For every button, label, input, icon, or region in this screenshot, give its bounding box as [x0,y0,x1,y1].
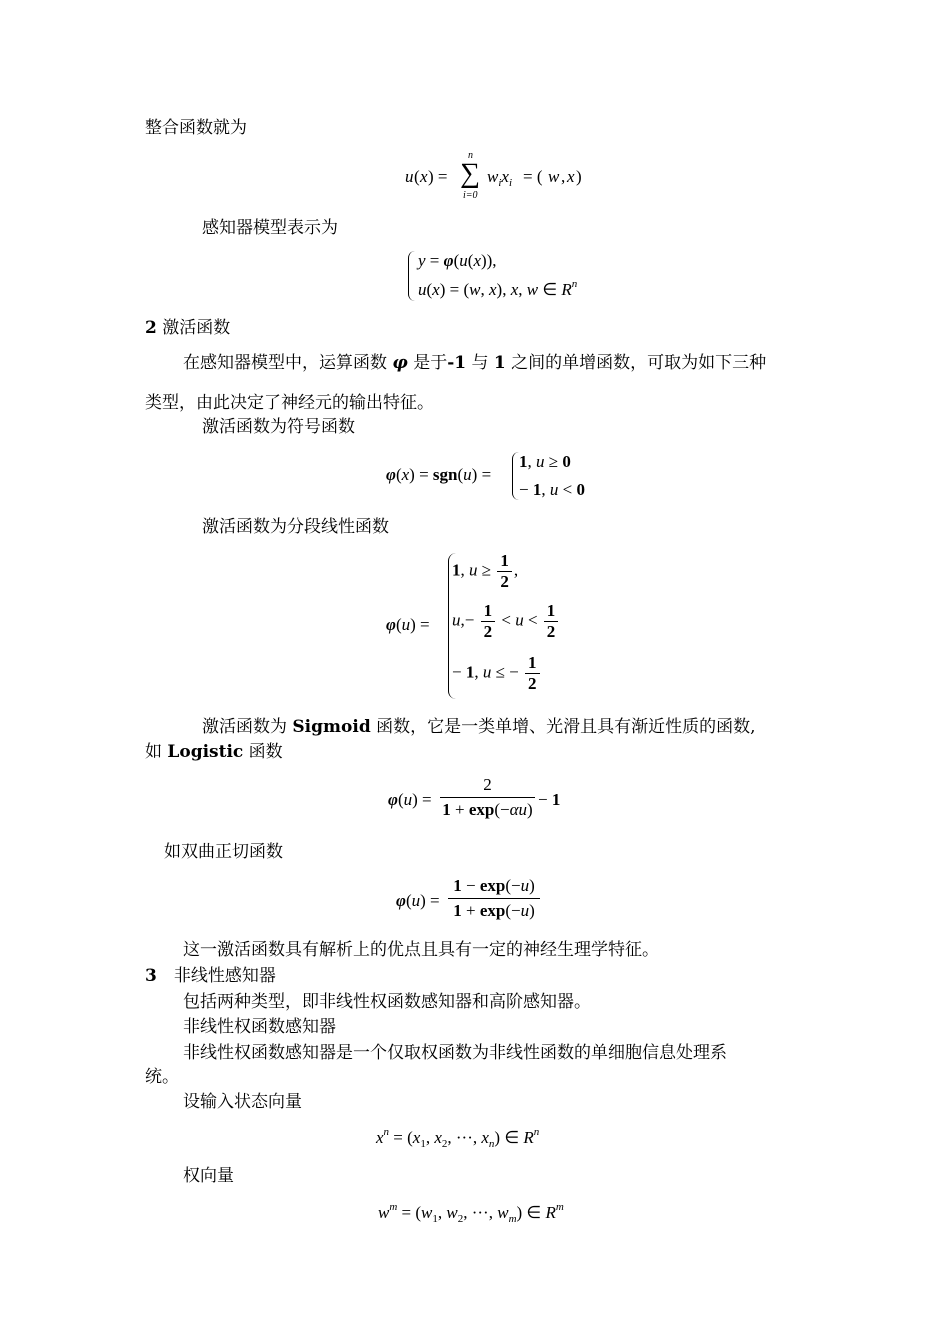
text-line: 设输入状态向量 [183,1092,302,1112]
formula-input-vector: $x^n = (x_1$, $x_2$, ···, $x_n$) ∈ $R^n$ [376,1126,540,1150]
formula-logistic: φ(u) = 2 1 + exp(−αu) − 1 [388,775,561,819]
formula-perceptron-model: y = φ(u(x)), u(x) = (w, x), x, w ∈ $R^n$ [408,248,608,308]
text-line: 包括两种类型，即非线性权函数感知器和高阶感知器。 [183,992,591,1012]
paragraph-line: 统。 [145,1067,179,1087]
text-line: 激活函数为符号函数 [202,417,355,437]
section-heading: 2 激活函数 [145,318,231,338]
text-line: 这一激活函数具有解析上的优点且具有一定的神经生理学特征。 [183,940,659,960]
text-line: 权向量 [183,1166,234,1186]
text-line: 整合函数就为 [145,118,247,138]
paragraph-line: 激活函数为 Sigmoid 函数，它是一类单增、光滑且具有渐近性质的函数, [202,717,756,737]
formula-weight-vector: $w^m = (w_1$, $w_2$, ···, $w_m$) ∈ $R^m$ [378,1201,564,1225]
text-line: 激活函数为分段线性函数 [202,517,389,537]
text-line: 非线性权函数感知器 [183,1017,336,1037]
formula-sign-function: φ(x) = sgn(u) = 1, u ≥ 0 − 1, u < 0 [386,452,585,499]
formula-tanh: φ(u) = 1 − exp(−u) 1 + exp(−u) [396,876,596,928]
paragraph-line: 如 Logistic 函数 [145,742,283,762]
formula-piecewise-linear: φ(u) = 1, u ≥ $\frac{1}{2}$ , u,− $\frac{1}{2}$ < u < $\frac{1}{2}$ − 1, u ≤ − $\frac{1}{2}$ [386,549,606,704]
paragraph-line: 非线性权函数感知器是一个仅取权函数为非线性函数的单细胞信息处理系 [183,1043,727,1063]
paragraph-line: 在感知器模型中，运算函数 φ 是于-1 与 1 之间的单增函数，可取为如下三种 [183,353,767,373]
paragraph-line: 类型，由此决定了神经元的输出特征。 [145,393,434,413]
text-line: 感知器模型表示为 [202,218,338,238]
text-line: 如双曲正切函数 [164,842,283,862]
section-heading: 3 非线性感知器 [145,966,276,986]
